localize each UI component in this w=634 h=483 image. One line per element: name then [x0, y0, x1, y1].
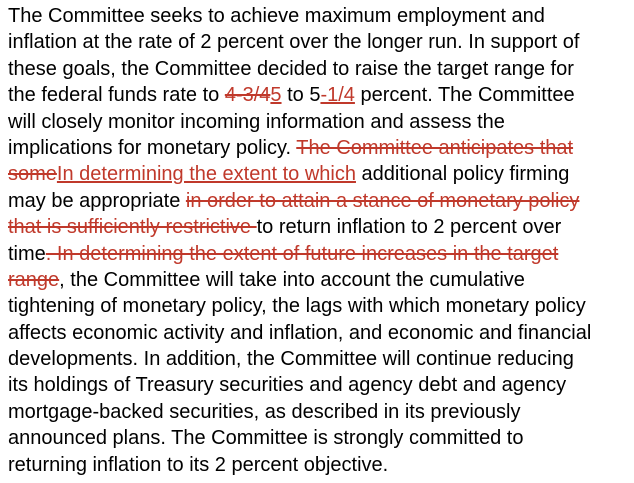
- text-segment: will closely monitor incoming information and assess the: [8, 110, 505, 133]
- text-line: [8, 399, 634, 425]
- deleted-text: range: [8, 268, 60, 291]
- text-line: [8, 372, 634, 398]
- text-segment: additional policy firming: [355, 163, 570, 186]
- text-line: [8, 320, 634, 346]
- text-segment: returning inflation to its 2 percent objective.: [8, 453, 389, 476]
- text-line: [8, 3, 634, 29]
- text-segment: these goals, the Committee decided to raise the target range for: [8, 57, 574, 80]
- deleted-text: The Committee anticipates that: [296, 136, 574, 159]
- text-line: [8, 267, 634, 293]
- text-segment: time: [8, 242, 46, 265]
- text-line: [8, 241, 634, 267]
- text-segment: developments. In addition, the Committee will continue reducing: [8, 348, 574, 371]
- deleted-text: 4-3/4: [224, 84, 271, 107]
- text-segment: inflation at the rate of 2 percent over the longer run. In support of: [8, 31, 580, 54]
- text-line: [8, 452, 634, 478]
- text-segment: The Committee seeks to achieve maximum employment and: [8, 5, 545, 27]
- text-segment: the federal funds rate to: [8, 84, 225, 107]
- inserted-text: In determining the extent to which: [56, 163, 356, 186]
- text-segment: percent. The Committee: [354, 84, 575, 107]
- text-line: [8, 293, 634, 319]
- text-line: [8, 56, 634, 82]
- deleted-text: . In determining the extent of future increases in the target: [45, 242, 559, 265]
- text-line: [8, 346, 634, 372]
- text-line: [8, 109, 634, 135]
- text-segment: its holdings of Treasury securities and agency debt and agency: [8, 374, 567, 397]
- text-line: [8, 161, 634, 187]
- text-segment: implications for monetary policy.: [8, 136, 297, 159]
- text-segment: tightening of monetary policy, the lags with which monetary policy: [8, 295, 586, 318]
- text-segment: mortgage-backed securities, as described in its previously: [8, 400, 521, 423]
- text-line: [8, 29, 634, 55]
- text-segment: to return inflation to 2 percent over: [256, 216, 562, 239]
- text-segment: affects economic activity and inflation, and economic and financial: [8, 321, 592, 344]
- text-line: [8, 214, 634, 240]
- text-line: [8, 82, 634, 108]
- text-line: [8, 188, 634, 214]
- deleted-text: that is sufficiently restrictive: [8, 216, 257, 239]
- text-segment: may be appropriate: [8, 189, 186, 212]
- inserted-text: 5: [270, 84, 282, 107]
- inserted-text: -1/4: [320, 84, 355, 107]
- deleted-text: in order to attain a stance of monetary policy: [185, 189, 580, 212]
- text-segment: to 5: [281, 84, 321, 107]
- text-segment: announced plans. The Committee is strongly committed to: [8, 427, 524, 450]
- text-segment: , the Committee will take into account the cumulative: [59, 268, 525, 291]
- text-line: [8, 425, 634, 451]
- text-line: [8, 135, 634, 161]
- deleted-text: some: [8, 163, 57, 186]
